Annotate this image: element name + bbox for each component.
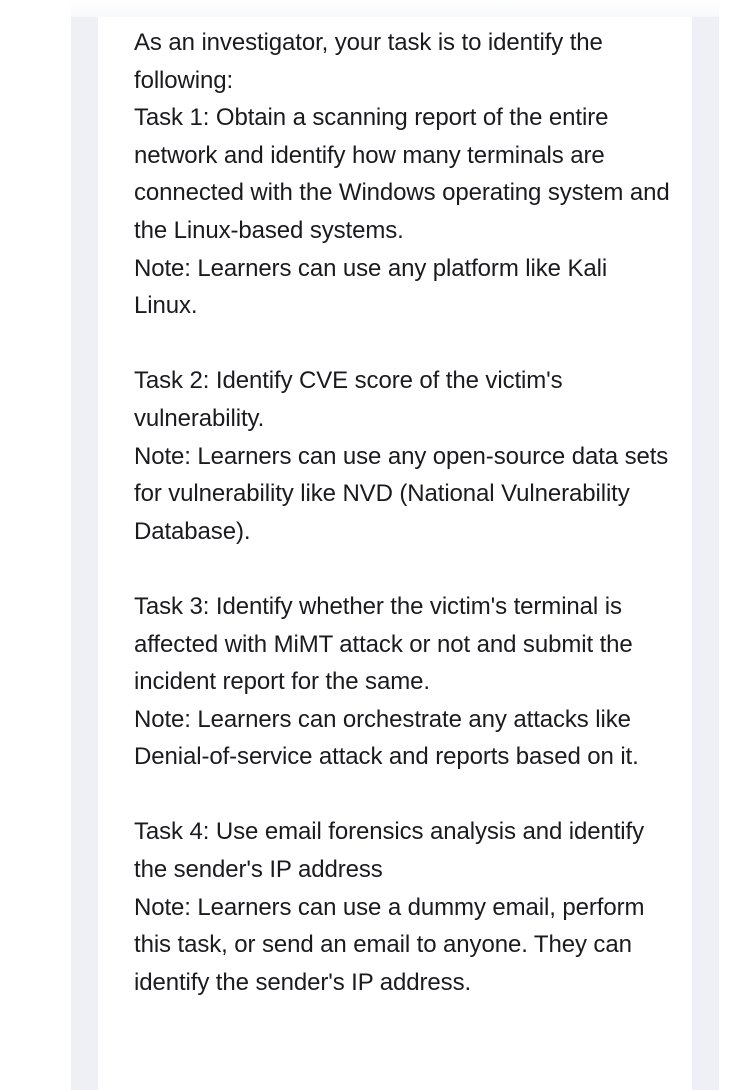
task-1-note: Note: Learners can use any platform like Kali Linux. bbox=[134, 254, 608, 320]
task-1-text: Task 1: Obtain a scanning report of the entire network and identify how many terminals are connected with the Windows operating system and the Linux-based systems. bbox=[134, 104, 670, 244]
task-2-note: Note: Learners can use any open-source data sets for vulnerability like NVD (National Vulnerability Database). bbox=[134, 442, 669, 545]
task-3-text: Task 3: Identify whether the victim's terminal is affected with MiMT attack or not and submit the incident report for the same. bbox=[134, 592, 633, 696]
left-margin-strip bbox=[71, 17, 98, 1090]
top-fade bbox=[71, 0, 719, 18]
task-3-note: Note: Learners can orchestrate any attacks like Denial-of-service attack and reports based on it. bbox=[134, 705, 639, 771]
task-4-text: Task 4: Use email forensics analysis and identify the sender's IP address bbox=[134, 818, 644, 884]
intro-text: As an investigator, your task is to identify the following: bbox=[134, 29, 603, 94]
task-2-text: Task 2: Identify CVE score of the victim's vulnerability. bbox=[134, 367, 563, 432]
paragraph-gap bbox=[134, 325, 674, 363]
paragraph-gap bbox=[134, 550, 674, 588]
task-4-note: Note: Learners can use a dummy email, perform this task, or send an email to anyone. They can identify the sender's IP address. bbox=[134, 893, 645, 996]
task-description bbox=[134, 24, 674, 1001]
paragraph-gap bbox=[134, 776, 674, 814]
right-margin-strip bbox=[692, 17, 719, 1090]
